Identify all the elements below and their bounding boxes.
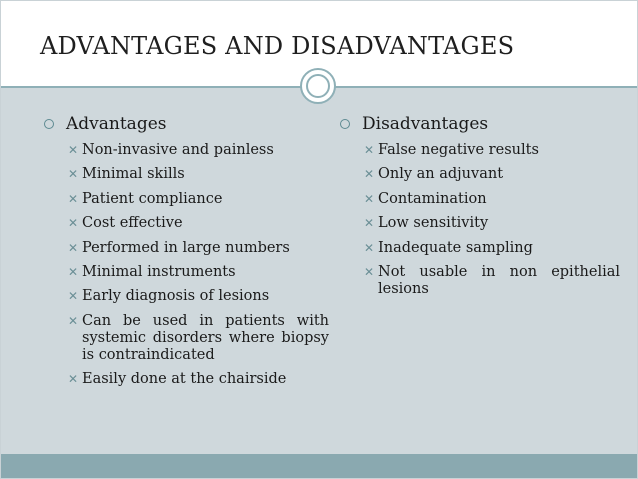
list-item-text: Not usable in non epithelial lesions — [378, 263, 620, 297]
x-mark-icon: ✕ — [364, 167, 375, 182]
disadvantages-heading-label: Disadvantages — [362, 114, 489, 134]
x-mark-icon: ✕ — [364, 143, 375, 157]
list-item-text: Patient compliance — [82, 190, 223, 207]
x-mark-icon: ✕ — [68, 143, 79, 157]
list-item-text: Non-invasive and painless — [82, 142, 274, 158]
list-item-text: False negative results — [378, 142, 539, 158]
list-item-text: Easily done at the chairside — [82, 371, 287, 388]
x-mark-icon: ✕ — [68, 289, 79, 304]
x-mark-icon: ✕ — [364, 240, 375, 255]
list-item-text: Can be used in patients with systemic disorders where biopsy is contraindicated — [82, 312, 329, 363]
x-mark-icon: ✕ — [364, 191, 375, 206]
x-mark-icon: ✕ — [364, 216, 375, 231]
x-mark-icon: ✕ — [68, 167, 79, 182]
x-mark-icon: ✕ — [68, 313, 79, 328]
x-mark-icon: ✕ — [68, 191, 79, 206]
list-item-text: Inadequate sampling — [378, 239, 533, 256]
list-item-text: Performed in large numbers — [82, 239, 290, 256]
list-item-text: Early diagnosis of lesions — [82, 288, 270, 305]
x-mark-icon: ✕ — [68, 372, 79, 387]
x-mark-icon: ✕ — [68, 216, 79, 231]
list-item-text: Only an adjuvant — [378, 166, 504, 183]
list-item-text: Minimal instruments — [82, 263, 236, 280]
x-mark-icon: ✕ — [364, 264, 375, 279]
slide-title: ADVANTAGES AND DISADVANTAGES — [40, 32, 515, 60]
list-item-text: Minimal skills — [82, 166, 185, 183]
x-mark-icon: ✕ — [68, 264, 79, 279]
advantages-heading-label: Advantages — [66, 114, 167, 134]
x-mark-icon: ✕ — [68, 240, 79, 255]
list-item-text: Contamination — [378, 190, 487, 207]
list-item-text: Cost effective — [82, 215, 183, 232]
list-item-text: Low sensitivity — [378, 215, 489, 232]
